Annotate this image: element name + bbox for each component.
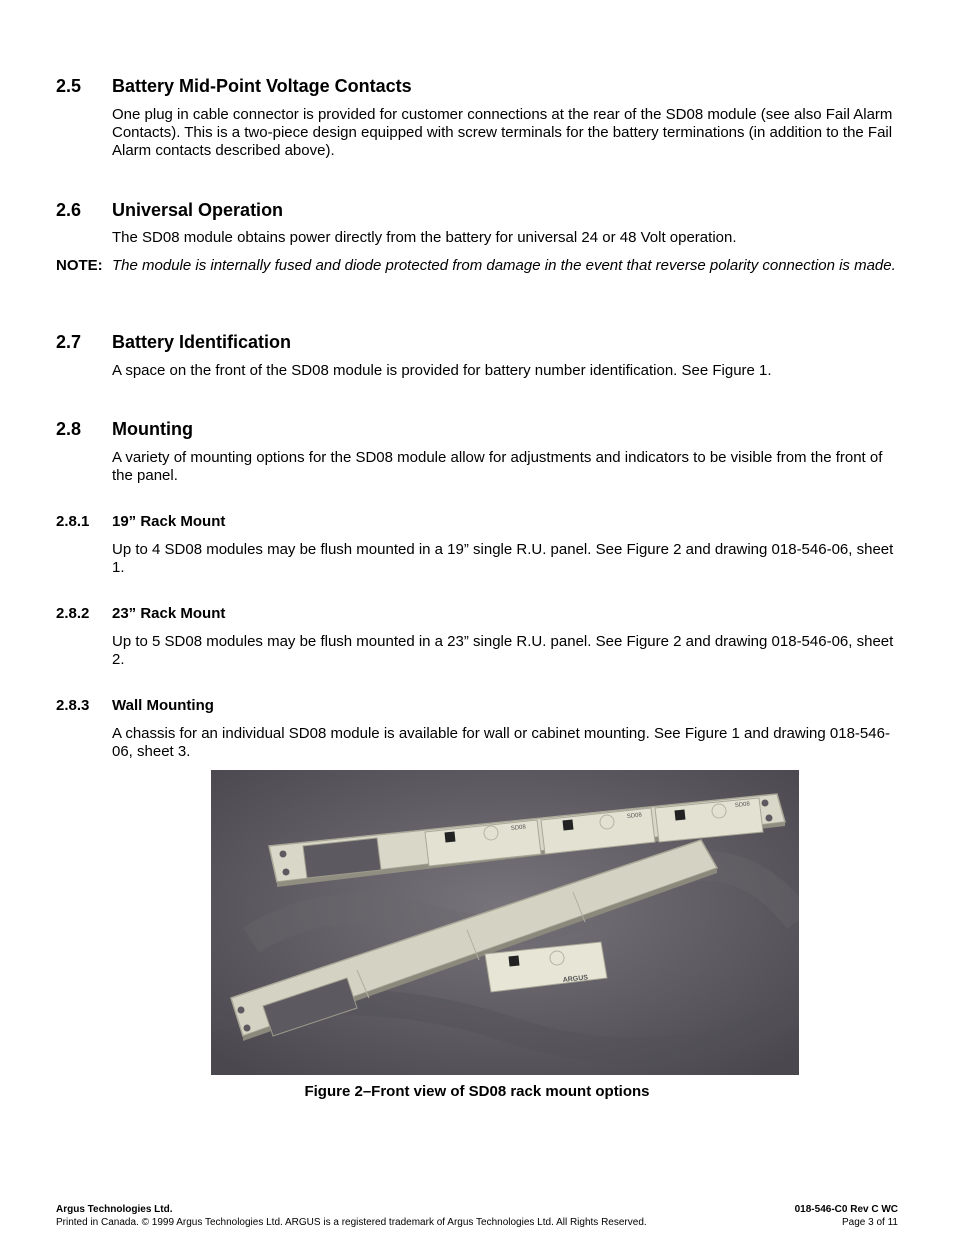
- section-body-2-5: One plug in cable connector is provided for customer connections at the rear of the SD08 module (see also Fail Alarm Contacts). This is a two-piece design equipped with screw terminals for the battery terminations (in addition to the Fail Alarm contacts described above).: [112, 106, 893, 159]
- subsection-title: 19” Rack Mount: [112, 513, 226, 530]
- svg-text:ARGUS: ARGUS: [562, 974, 589, 984]
- section-heading-2-5: [56, 75, 412, 97]
- subsection-body-2-8-3: A chassis for an individual SD08 module is available for wall or cabinet mounting. See Figure 1 and drawing 018-546-06, sheet 3.: [112, 725, 890, 760]
- note-block: [56, 257, 902, 275]
- mount-hole: [283, 869, 290, 876]
- svg-text:SD08: SD08: [626, 812, 643, 820]
- figure-caption: Figure 2–Front view of SD08 rack mount options: [304, 1083, 650, 1100]
- section-body-2-8: A variety of mounting options for the SD08 module allow for adjustments and indicators to be visible from the front of the panel.: [112, 449, 883, 484]
- footer-page-number: Page 3 of 11: [842, 1217, 898, 1228]
- section-number: 2.5: [56, 76, 82, 96]
- mount-hole: [238, 1007, 245, 1014]
- section-title: Mounting: [112, 419, 193, 439]
- section-title: Battery Mid-Point Voltage Contacts: [112, 76, 412, 96]
- section-number: 2.6: [56, 200, 82, 220]
- rack-mount-photo: [211, 770, 799, 1075]
- section-body-2-6: The SD08 module obtains power directly from the battery for universal 24 or 48 Volt operation.: [112, 229, 737, 246]
- subsection-title: 23” Rack Mount: [112, 605, 226, 622]
- note-label: NOTE:: [56, 257, 103, 274]
- svg-text:SD08: SD08: [734, 801, 751, 809]
- mount-hole: [766, 815, 773, 822]
- subsection-heading-2-8-3: [56, 697, 214, 715]
- footer-legal: Printed in Canada. © 1999 Argus Technologies Ltd. ARGUS is a registered trademark of Argus Technologies Ltd. All Rights Reserved.: [56, 1217, 647, 1228]
- subsection-body-2-8-1: Up to 4 SD08 modules may be flush mounted in a 19” single R.U. panel. See Figure 2 and drawing 018-546-06, sheet 1.: [112, 541, 894, 576]
- section-heading-2-6: [56, 199, 283, 221]
- subsection-title: Wall Mounting: [112, 697, 214, 714]
- section-number: 2.7: [56, 332, 82, 352]
- section-heading-2-7: [56, 331, 291, 353]
- subsection-body-2-8-2: Up to 5 SD08 modules may be flush mounted in a 23” single R.U. panel. See Figure 2 and drawing 018-546-06, sheet 2.: [112, 633, 894, 668]
- figure-photo: [211, 770, 799, 1075]
- footer-company: Argus Technologies Ltd.: [56, 1204, 173, 1215]
- section-number: 2.8: [56, 419, 82, 439]
- mount-hole: [280, 851, 287, 858]
- section-heading-2-8: [56, 418, 193, 440]
- section-title: Universal Operation: [112, 200, 284, 220]
- svg-text:SD08: SD08: [510, 824, 527, 832]
- note-text: The module is internally fused and diode protected from damage in the event that reverse polarity connection is made.: [112, 257, 896, 274]
- subsection-heading-2-8-1: [56, 513, 225, 531]
- subsection-number: 2.8.1: [56, 513, 90, 530]
- mount-hole: [762, 800, 769, 807]
- footer-doc-id: 018-546-C0 Rev C WC: [794, 1204, 898, 1215]
- subsection-number: 2.8.3: [56, 697, 90, 714]
- subsection-heading-2-8-2: [56, 605, 225, 623]
- mount-hole: [244, 1025, 251, 1032]
- section-body-2-7: A space on the front of the SD08 module is provided for battery number identification. See Figure 1.: [112, 362, 772, 379]
- subsection-number: 2.8.2: [56, 605, 90, 622]
- section-title: Battery Identification: [112, 332, 292, 352]
